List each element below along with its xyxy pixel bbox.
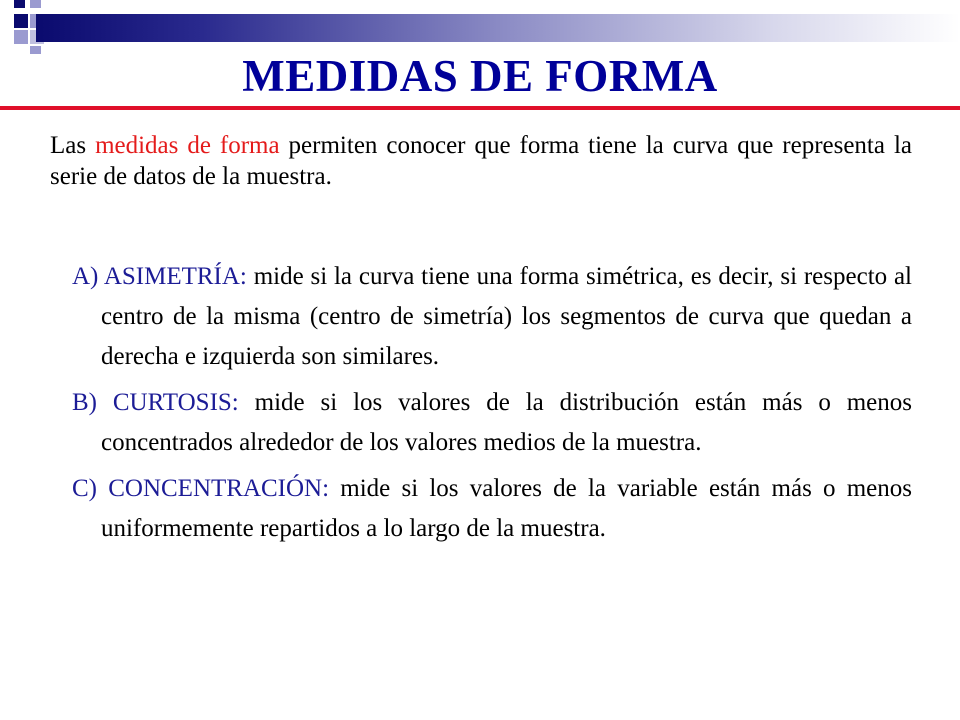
intro-paragraph [50,130,912,192]
definition-term: B) CURTOSIS: [72,389,239,416]
header-gradient-bar [36,14,960,42]
definition-term: A) ASIMETRÍA: [72,263,247,290]
intro-text: permiten conocer que forma tiene la curva que representa la serie de datos de la muestra. [50,132,912,190]
decor-square [14,14,28,28]
definition-item-curtosis [72,383,912,463]
decor-square [14,0,25,8]
definition-text: mide si los valores de la distribución están más o menos concentrados alrededor de los valores medios de la muestra. [101,389,913,456]
definition-item-asimetria [72,257,912,377]
title-rule [0,106,960,110]
definition-term: C) CONCENTRACIÓN: [72,475,330,502]
definition-item-concentracion [72,469,912,549]
decor-square [30,0,41,8]
definition-text: mide si la curva tiene una forma simétrica, es decir, si respecto al centro de la misma (centro de simetría) los segmentos de curva que quedan a derecha e izquierda son similares. [101,263,912,370]
decor-square [14,30,28,44]
definition-text: mide si los valores de la variable están más o menos uniformemente repartidos a lo largo de la muestra. [101,475,912,542]
page-title: MEDIDAS DE FORMA [242,51,718,101]
definition-list [72,257,912,555]
intro-highlight: medidas de forma [95,132,280,159]
intro-text: Las [50,132,96,159]
